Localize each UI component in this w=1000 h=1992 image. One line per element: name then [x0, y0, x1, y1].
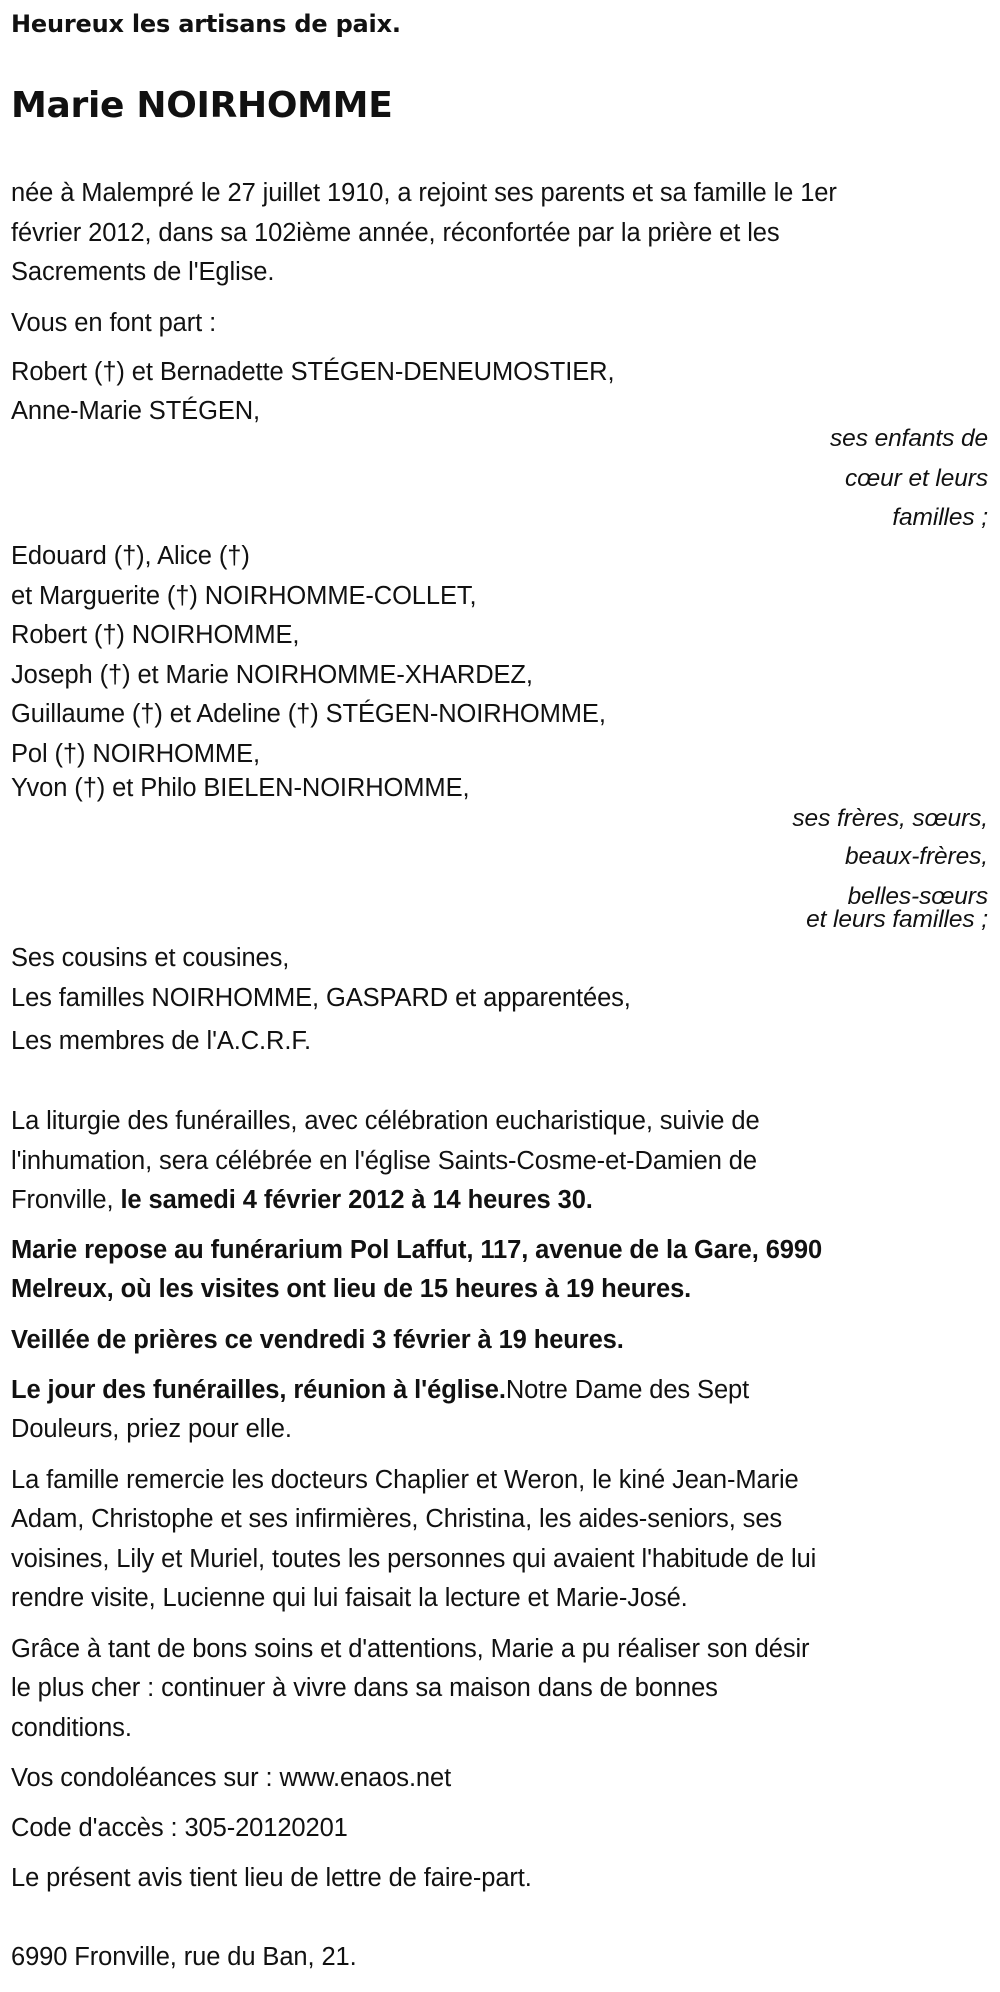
children-relation: familles ;: [892, 504, 988, 531]
others-line: Ses cousins et cousines,: [11, 944, 290, 972]
siblings-relation: beaux-frères,: [844, 843, 988, 870]
address-line: 6990 Fronville, rue du Ban, 21.: [11, 1943, 357, 1971]
wish-line: Grâce à tant de bons soins et d'attentions, Marie a pu réaliser son désir: [11, 1635, 810, 1663]
sibling-line: Pol (†) NOIRHOMME,: [11, 740, 260, 768]
sibling-line: Guillaume (†) et Adeline (†) STÉGEN-NOIRHOMME,: [11, 700, 606, 728]
siblings-relation: et leurs familles ;: [806, 906, 988, 933]
children-relation: cœur et leurs: [844, 465, 988, 492]
intro-line: février 2012, dans sa 102ième année, réconfortée par la prière et les: [11, 219, 780, 247]
funeral-day-regular: Notre Dame des Sept: [505, 1376, 750, 1404]
sibling-line: Joseph (†) et Marie NOIRHOMME-XHARDEZ,: [11, 661, 533, 689]
thanks-line: La famille remercie les docteurs Chaplier et Weron, le kiné Jean-Marie: [11, 1466, 799, 1494]
funeral-date: le samedi 4 février 2012 à 14 heures 30.: [120, 1186, 593, 1214]
intro-line: née à Malempré le 27 juillet 1910, a rejoint ses parents et sa famille le 1er: [11, 179, 837, 207]
liturgy-line: [11, 1185, 593, 1215]
access-code-line: Code d'accès : 305-20120201: [11, 1814, 348, 1842]
sibling-line: Yvon (†) et Philo BIELEN-NOIRHOMME,: [11, 774, 470, 802]
siblings-relation: ses frères, sœurs,: [792, 805, 988, 832]
sibling-line: et Marguerite (†) NOIRHOMME-COLLET,: [11, 582, 477, 610]
sibling-line: Edouard (†), Alice (†): [11, 542, 250, 570]
wish-line: le plus cher : continuer à vivre dans sa maison dans de bonnes: [11, 1674, 718, 1702]
children-line: Anne-Marie STÉGEN,: [11, 397, 261, 425]
funeral-day-bold: Le jour des funérailles, réunion à l'église.: [11, 1376, 506, 1404]
deceased-name: Marie NOIRHOMME: [11, 85, 393, 126]
vigil-line: Veillée de prières ce vendredi 3 février à 19 heures.: [11, 1326, 624, 1354]
funeral-day-line: [11, 1375, 749, 1405]
siblings-relation: belles-sœurs: [847, 883, 988, 910]
liturgy-place: Fronville,: [11, 1186, 121, 1214]
thanks-line: rendre visite, Lucienne qui lui faisait la lecture et Marie-José.: [11, 1584, 688, 1612]
notice-statement: Le présent avis tient lieu de lettre de faire-part.: [11, 1864, 532, 1892]
thanks-line: voisines, Lily et Muriel, toutes les personnes qui avaient l'habitude de lui: [11, 1545, 817, 1573]
children-relation: ses enfants de: [830, 425, 988, 452]
others-line: Les membres de l'A.C.R.F.: [11, 1027, 311, 1055]
liturgy-line: l'inhumation, sera célébrée en l'église Saints-Cosme-et-Damien de: [11, 1147, 757, 1175]
condolences-line: Vos condoléances sur : www.enaos.net: [11, 1764, 452, 1792]
epigraph: Heureux les artisans de paix.: [11, 10, 401, 38]
sibling-line: Robert (†) NOIRHOMME,: [11, 621, 300, 649]
others-line: Les familles NOIRHOMME, GASPARD et apparentées,: [11, 984, 631, 1012]
announce-line: Vous en font part :: [11, 309, 217, 337]
intro-line: Sacrements de l'Eglise.: [11, 258, 275, 286]
children-line: Robert (†) et Bernadette STÉGEN-DENEUMOSTIER,: [11, 358, 615, 386]
funerarium-line: Marie repose au funérarium Pol Laffut, 117, avenue de la Gare, 6990: [11, 1236, 823, 1264]
funeral-day-line: Douleurs, priez pour elle.: [11, 1415, 292, 1443]
thanks-line: Adam, Christophe et ses infirmières, Christina, les aides-seniors, ses: [11, 1505, 783, 1533]
wish-line: conditions.: [11, 1714, 132, 1742]
funerarium-line: Melreux, où les visites ont lieu de 15 heures à 19 heures.: [11, 1275, 692, 1303]
liturgy-line: La liturgie des funérailles, avec célébration eucharistique, suivie de: [11, 1107, 760, 1135]
